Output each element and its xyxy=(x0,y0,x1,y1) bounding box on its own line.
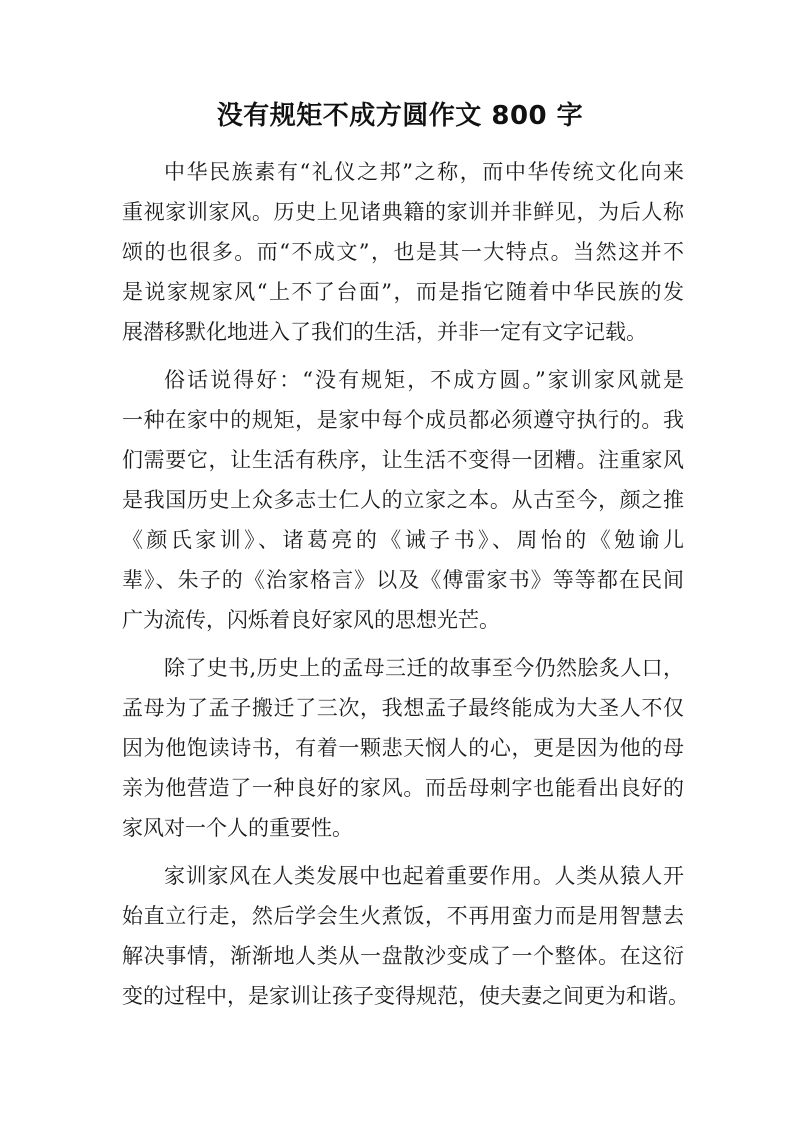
text-line: 是我国历史上众多志士仁人的立家之本。从古至今，颜之推 xyxy=(122,488,684,512)
text-line: 孟母为了孟子搬迁了三次，我想孟子最终能成为大圣人不仅 xyxy=(122,696,684,720)
paragraph xyxy=(122,152,684,352)
document-title: 没有规矩不成方圆作文 800 字 xyxy=(216,101,584,131)
text-line: 因为他饱读诗书，有着一颗悲天悯人的心，更是因为他的母 xyxy=(122,736,684,760)
text-line: 中华民族素有“礼仪之邦”之称，而中华传统文化向来 xyxy=(164,160,684,184)
text-line: 重视家训家风。历史上见诸典籍的家训并非鲜见，为后人称 xyxy=(122,200,684,224)
paragraph xyxy=(122,856,689,1016)
paragraph xyxy=(122,360,684,640)
text-line: 亲为他营造了一种良好的家风。而岳母刺字也能看出良好的 xyxy=(122,776,684,800)
text-line: 解决事情，渐渐地人类从一盘散沙变成了一个整体。在这衍 xyxy=(122,944,684,968)
text-line: 《颜氏家训》、诸葛亮的《诫子书》、周怡的《勉谕儿 xyxy=(122,528,684,552)
text-line: 们需要它，让生活有秩序，让生活不变得一团糟。注重家风 xyxy=(122,448,684,472)
text-line: 始直立行走，然后学会生火煮饭，不再用蛮力而是用智慧去 xyxy=(122,904,684,928)
text-line: 辈》、朱子的《治家格言》以及《傅雷家书》等等都在民间 xyxy=(122,568,684,592)
text-line: 除了史书,历史上的孟母三迁的故事至今仍然脍炙人口， xyxy=(164,656,684,680)
text-line: 展潜移默化地进入了我们的生活，并非一定有文字记载。 xyxy=(122,320,647,344)
text-line: 家风对一个人的重要性。 xyxy=(122,816,353,840)
text-line: 俗话说得好：“没有规矩，不成方圆。”家训家风就是 xyxy=(164,368,684,392)
text-line: 颂的也很多。而“不成文”，也是其一大特点。当然这并不 xyxy=(122,240,684,264)
text-line: 广为流传，闪烁着良好家风的思想光芒。 xyxy=(122,608,500,632)
text-line: 一种在家中的规矩，是家中每个成员都必须遵守执行的。我 xyxy=(122,408,684,432)
text-line: 变的过程中，是家训让孩子变得规范，使夫妻之间更为和谐。 xyxy=(122,984,689,1008)
text-line: 家训家风在人类发展中也起着重要作用。人类从猿人开 xyxy=(164,864,684,888)
text-line: 是说家规家风“上不了台面”，而是指它随着中华民族的发 xyxy=(122,280,684,304)
paragraph xyxy=(122,648,684,848)
document-body xyxy=(122,152,689,1024)
